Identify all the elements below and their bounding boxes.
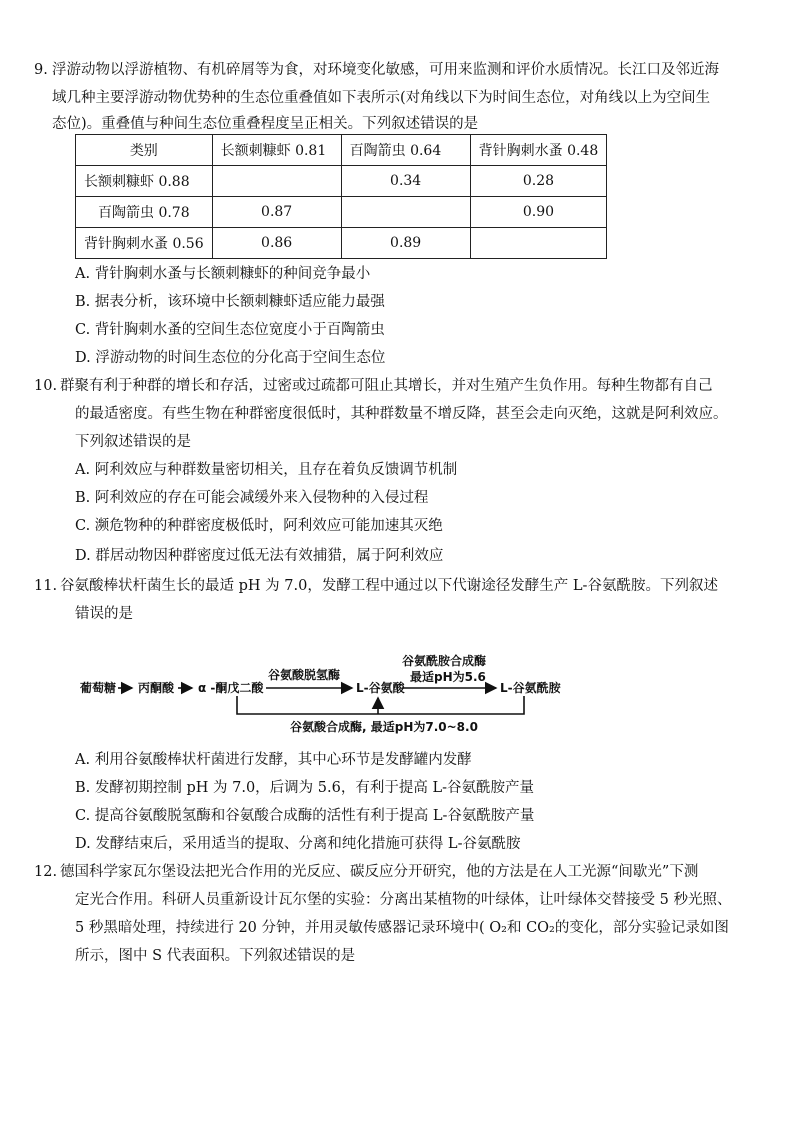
- q9-option-a[interactable]: A. 背针胸刺水蚤与长额刺糠虾的种间竞争最小: [75, 266, 371, 282]
- metabolic-pathway-diagram: [80, 654, 561, 740]
- q10-stem-line-3: 下列叙述错误的是: [75, 434, 191, 450]
- table-header-row: [76, 135, 607, 166]
- node-akg: α -酮戊二酸: [198, 681, 264, 695]
- table-header-cell: 长额刺糠虾 0.81: [212, 135, 341, 166]
- q11-stem-line-1: 谷氨酸棒状杆菌生长的最适 pH 为 7.0，发酵工程中通过以下代谢途径发酵生产 L-谷氨酰胺。下列叙述: [60, 578, 718, 594]
- label-enzyme2: 谷氨酰胺合成酶: [402, 654, 487, 668]
- table-cell: 0.86: [212, 228, 341, 259]
- node-glu: L-谷氨酸: [356, 681, 405, 695]
- q11-option-a[interactable]: A. 利用谷氨酸棒状杆菌进行发酵，其中心环节是发酵罐内发酵: [75, 752, 472, 768]
- node-gln: L-谷氨酰胺: [500, 681, 561, 695]
- table-cell: 0.90: [470, 197, 607, 228]
- table-header-cell: 类别: [76, 135, 213, 166]
- node-pyruvate: 丙酮酸: [138, 681, 175, 695]
- table-cell: 0.28: [470, 166, 607, 197]
- q11-option-b[interactable]: B. 发酵初期控制 pH 为 7.0，后调为 5.6，有利于提高 L-谷氨酰胺产量: [75, 780, 534, 796]
- table-cell: [212, 166, 341, 197]
- q11-option-c[interactable]: C. 提高谷氨酸脱氢酶和谷氨酸合成酶的活性有利于提高 L-谷氨酰胺产量: [75, 808, 535, 824]
- table-row: [76, 228, 607, 259]
- q11-option-d[interactable]: D. 发酵结束后，采用适当的提取、分离和纯化措施可获得 L-谷氨酰胺: [75, 836, 521, 852]
- table-header-cell: 背针胸刺水蚤 0.48: [470, 135, 607, 166]
- q9-stem-line-2: 域几种主要浮游动物优势种的生态位重叠值如下表所示(对角线以下为时间生态位，对角线以上为空间生: [52, 90, 711, 106]
- table-row: [76, 166, 607, 197]
- q10-option-d[interactable]: D. 群居动物因种群密度过低无法有效捕猎，属于阿利效应: [75, 548, 444, 564]
- q9-option-b[interactable]: B. 据表分析，该环境中长额刺糠虾适应能力最强: [75, 294, 385, 310]
- label-ph2: 最适pH为5.6: [410, 670, 486, 684]
- table-cell: 0.87: [212, 197, 341, 228]
- table-header-cell: 百陶箭虫 0.64: [341, 135, 470, 166]
- q10-stem-line-1: 群聚有利于种群的增长和存活，过密或过疏都可阻止其增长，并对生殖产生负作用。每种生物都有自己: [60, 378, 713, 394]
- table-cell: 0.89: [341, 228, 470, 259]
- table-cell: 长额刺糠虾 0.88: [76, 166, 213, 197]
- q12-stem-line-4: 所示，图中 S 代表面积。下列叙述错误的是: [75, 948, 356, 964]
- q10-option-b[interactable]: B. 阿利效应的存在可能会减缓外来入侵物种的入侵过程: [75, 490, 429, 506]
- q9-option-d[interactable]: D. 浮游动物的时间生态位的分化高于空间生态位: [75, 350, 386, 366]
- table-cell: 背针胸刺水蚤 0.56: [76, 228, 213, 259]
- table-cell: 0.34: [341, 166, 470, 197]
- q11-stem-line-2: 错误的是: [75, 606, 133, 622]
- niche-overlap-table: [75, 134, 607, 259]
- label-enzyme3: 谷氨酸合成酶, 最适pH为7.0~8.0: [290, 720, 478, 734]
- q9-stem-line-1: 浮游动物以浮游植物、有机碎屑等为食，对环境变化敏感，可用来监测和评价水质情况。长江口及邻近海: [52, 62, 719, 78]
- q12-stem-line-3: 5 秒黑暗处理，持续进行 20 分钟，并用灵敏传感器记录环境中( O₂和 CO₂的变化，部分实验记录如图: [75, 920, 729, 936]
- q10-number: 10.: [34, 378, 58, 394]
- q9-number: 9.: [34, 62, 48, 78]
- table-row: [76, 197, 607, 228]
- q10-stem-line-2: 的最适密度。有些生物在种群密度很低时，其种群数量不增反降，甚至会走向灭绝，这就是阿利效应。: [75, 406, 728, 422]
- label-enzyme1: 谷氨酸脱氢酶: [268, 668, 341, 682]
- table-cell: [341, 197, 470, 228]
- table-cell: [470, 228, 607, 259]
- q12-stem-line-1: 德国科学家瓦尔堡设法把光合作用的光反应、碳反应分开研究，他的方法是在人工光源“间歇光”下测: [60, 864, 699, 880]
- q12-stem-line-2: 定光合作用。科研人员重新设计瓦尔堡的实验：分离出某植物的叶绿体，让叶绿体交替接受 5 秒光照、: [75, 892, 732, 908]
- q12-number: 12.: [34, 864, 58, 880]
- q10-option-c[interactable]: C. 濒危物种的种群密度极低时，阿利效应可能加速其灭绝: [75, 518, 443, 534]
- q9-stem-line-3: 态位)。重叠值与种间生态位重叠程度呈正相关。下列叙述错误的是: [52, 116, 479, 132]
- q9-option-c[interactable]: C. 背针胸刺水蚤的空间生态位宽度小于百陶箭虫: [75, 322, 385, 338]
- q11-number: 11.: [34, 578, 58, 594]
- q10-option-a[interactable]: A. 阿利效应与种群数量密切相关，且存在着负反馈调节机制: [75, 462, 458, 478]
- feedback-bracket: [237, 696, 524, 714]
- node-glucose: 葡萄糖: [80, 681, 117, 695]
- table-cell: 百陶箭虫 0.78: [76, 197, 213, 228]
